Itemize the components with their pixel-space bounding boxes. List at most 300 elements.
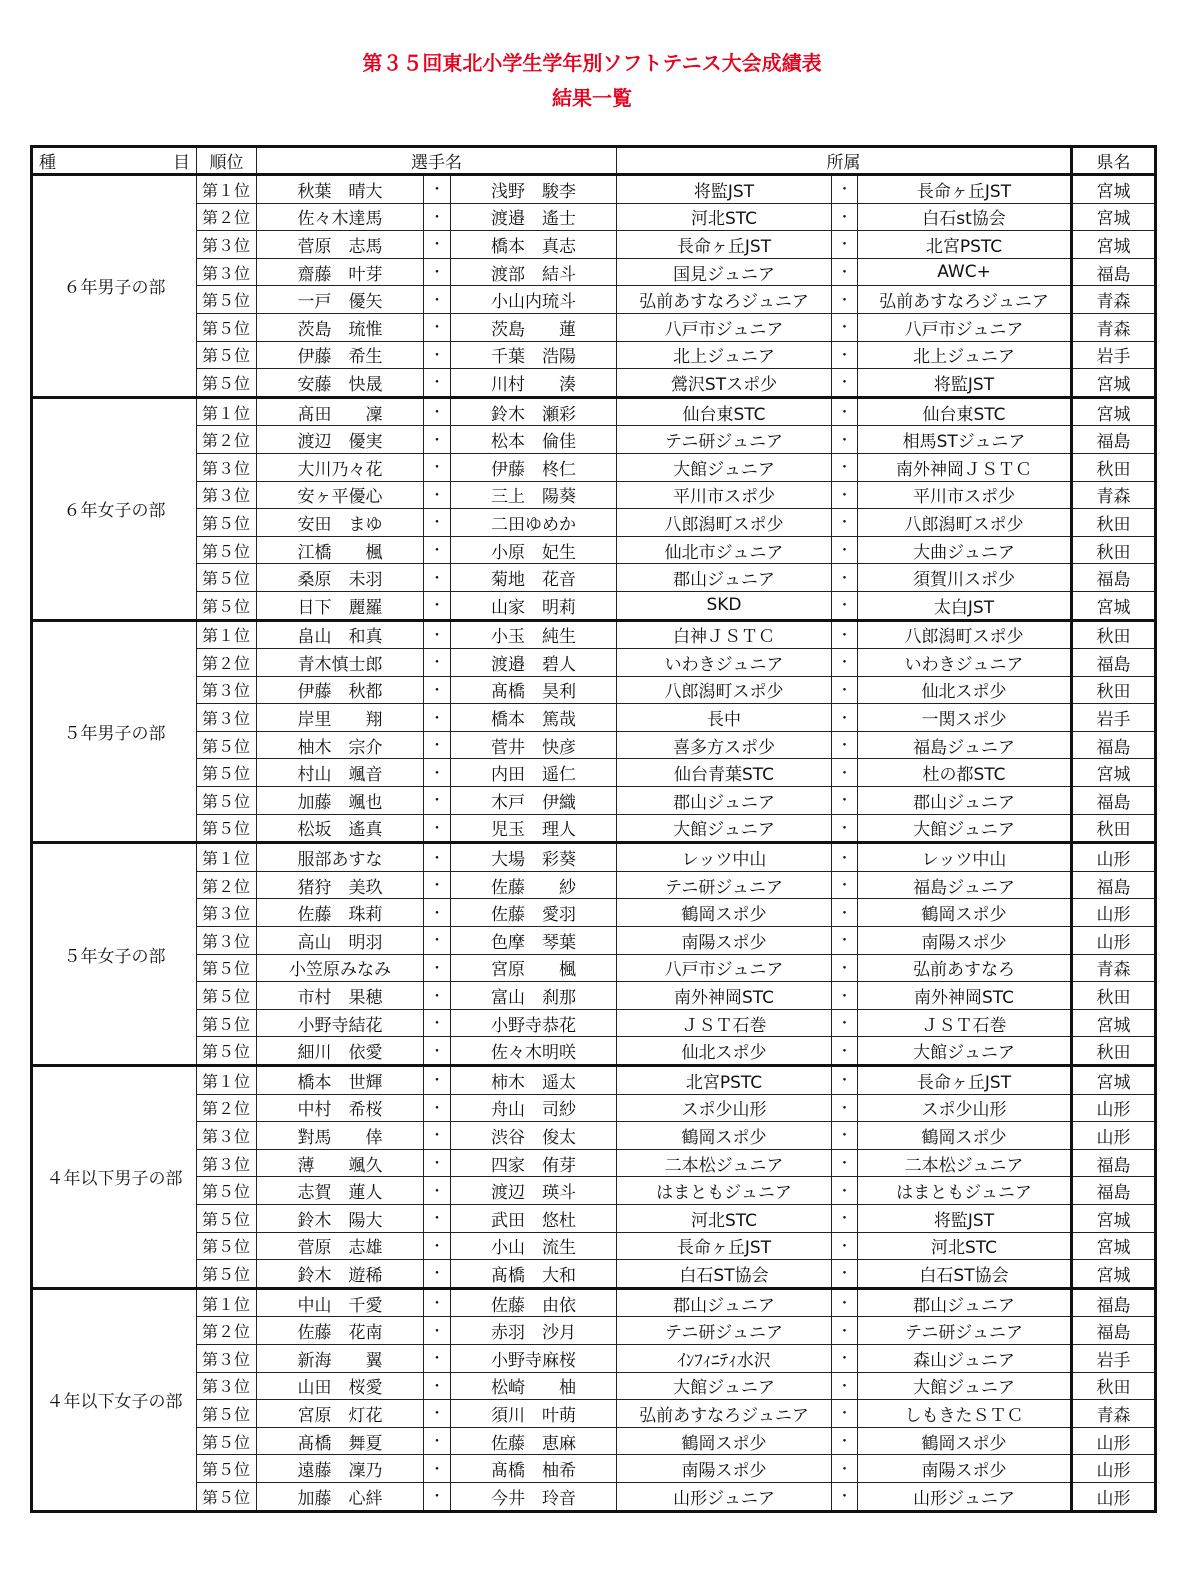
table-row: [32, 843, 1156, 872]
team-separator: ・: [832, 982, 858, 1010]
rank-cell: 第３位: [197, 231, 257, 259]
player2-cell: 川村 湊: [451, 369, 617, 398]
table-row: [32, 676, 1156, 704]
team2-cell: 河北STC: [858, 1232, 1072, 1260]
team1-cell: 八戸市ジュニア: [617, 954, 832, 982]
team-separator: ・: [832, 620, 858, 649]
team-separator: ・: [832, 814, 858, 843]
team2-cell: 郡山ジュニア: [858, 1288, 1072, 1317]
team-separator: ・: [832, 1009, 858, 1037]
team1-cell: はまともジュニア: [617, 1177, 832, 1205]
team-separator: ・: [832, 899, 858, 927]
player2-cell: 髙橋 大和: [451, 1260, 617, 1289]
team1-cell: 鶴岡スポ少: [617, 899, 832, 927]
results-table: [30, 145, 1157, 1513]
header-event-left: 種: [39, 153, 56, 173]
prefecture-cell: 宮城: [1072, 1260, 1156, 1289]
player-separator: ・: [424, 899, 451, 927]
team1-cell: 鶯沢STスポ少: [617, 369, 832, 398]
player-separator: ・: [424, 1232, 451, 1260]
team2-cell: 福島ジュニア: [858, 871, 1072, 899]
player1-cell: 菅原 志雄: [257, 1232, 424, 1260]
rank-cell: 第５位: [197, 731, 257, 759]
player1-cell: 山田 桜愛: [257, 1372, 424, 1400]
player1-cell: 松坂 遙真: [257, 814, 424, 843]
table-row: [32, 1344, 1156, 1372]
player-separator: ・: [424, 509, 451, 537]
team1-cell: 南陽スポ少: [617, 927, 832, 955]
team2-cell: 須賀川スポ少: [858, 564, 1072, 592]
rank-cell: 第３位: [197, 453, 257, 481]
player2-cell: 武田 悠杜: [451, 1204, 617, 1232]
header-rank: 順位: [197, 147, 257, 175]
rank-cell: 第５位: [197, 787, 257, 815]
player2-cell: 橋本 篤哉: [451, 704, 617, 732]
prefecture-cell: 宮城: [1072, 175, 1156, 204]
player2-cell: 木戸 伊織: [451, 787, 617, 815]
prefecture-cell: 宮城: [1072, 231, 1156, 259]
team1-cell: 南陽スポ少: [617, 1455, 832, 1483]
player1-cell: 伊藤 希生: [257, 341, 424, 369]
rank-cell: 第２位: [197, 426, 257, 454]
team2-cell: 山形ジュニア: [858, 1482, 1072, 1511]
team1-cell: 白神ＪＳＴＣ: [617, 620, 832, 649]
player1-cell: 橋本 世輝: [257, 1066, 424, 1095]
table-row: [32, 536, 1156, 564]
player-separator: ・: [424, 787, 451, 815]
table-row: [32, 1177, 1156, 1205]
team1-cell: 北宮PSTC: [617, 1066, 832, 1095]
player2-cell: 柿木 遥太: [451, 1066, 617, 1095]
team-separator: ・: [832, 954, 858, 982]
player-separator: ・: [424, 481, 451, 509]
player2-cell: 松本 倫佳: [451, 426, 617, 454]
player2-cell: 千葉 浩陽: [451, 341, 617, 369]
player2-cell: 茨島 蓮: [451, 313, 617, 341]
player2-cell: 須川 叶萌: [451, 1400, 617, 1428]
prefecture-cell: 山形: [1072, 899, 1156, 927]
player-separator: ・: [424, 1427, 451, 1455]
rank-cell: 第３位: [197, 704, 257, 732]
player-separator: ・: [424, 1122, 451, 1150]
table-row: [32, 175, 1156, 204]
team-separator: ・: [832, 1122, 858, 1150]
player-separator: ・: [424, 676, 451, 704]
player2-cell: 渡邉 遙士: [451, 203, 617, 231]
table-row: [32, 1260, 1156, 1289]
player2-cell: 伊藤 柊仁: [451, 453, 617, 481]
team2-cell: 杜の都STC: [858, 759, 1072, 787]
team2-cell: 北宮PSTC: [858, 231, 1072, 259]
team-separator: ・: [832, 369, 858, 398]
player2-cell: 佐藤 由依: [451, 1288, 617, 1317]
player2-cell: 四家 侑芽: [451, 1149, 617, 1177]
team1-cell: テニ研ジュニア: [617, 1317, 832, 1345]
team2-cell: レッツ中山: [858, 843, 1072, 872]
prefecture-cell: 福島: [1072, 564, 1156, 592]
team-separator: ・: [832, 481, 858, 509]
team1-cell: 仙台青葉STC: [617, 759, 832, 787]
team-separator: ・: [832, 787, 858, 815]
team-separator: ・: [832, 231, 858, 259]
rank-cell: 第５位: [197, 536, 257, 564]
team2-cell: 南陽スポ少: [858, 1455, 1072, 1483]
player1-cell: 髙田 凜: [257, 397, 424, 426]
team-separator: ・: [832, 591, 858, 620]
player1-cell: 中村 希桜: [257, 1094, 424, 1122]
team1-cell: 郡山ジュニア: [617, 1288, 832, 1317]
player1-cell: 齋藤 叶芽: [257, 258, 424, 286]
prefecture-cell: 宮城: [1072, 1009, 1156, 1037]
table-row: [32, 231, 1156, 259]
rank-cell: 第５位: [197, 1455, 257, 1483]
table-row: [32, 1317, 1156, 1345]
rank-cell: 第５位: [197, 509, 257, 537]
player-separator: ・: [424, 1094, 451, 1122]
player2-cell: 小野寺麻桜: [451, 1344, 617, 1372]
rank-cell: 第１位: [197, 620, 257, 649]
team1-cell: 長命ヶ丘JST: [617, 1232, 832, 1260]
player2-cell: 内田 遥仁: [451, 759, 617, 787]
header-row: [32, 147, 1156, 175]
results-body: [32, 175, 1156, 1512]
player1-cell: 菅原 志馬: [257, 231, 424, 259]
table-row: [32, 1009, 1156, 1037]
team1-cell: ｲﾝﾌｨﾆﾃｨ水沢: [617, 1344, 832, 1372]
rank-cell: 第５位: [197, 1260, 257, 1289]
team2-cell: 太白JST: [858, 591, 1072, 620]
player1-cell: 柚木 宗介: [257, 731, 424, 759]
player1-cell: 岸里 翔: [257, 704, 424, 732]
team1-cell: テニ研ジュニア: [617, 871, 832, 899]
player-separator: ・: [424, 1288, 451, 1317]
team1-cell: 郡山ジュニア: [617, 564, 832, 592]
player1-cell: 秋葉 晴大: [257, 175, 424, 204]
category-label: ４年以下女子の部: [32, 1288, 197, 1511]
team1-cell: 山形ジュニア: [617, 1482, 832, 1511]
table-row: [32, 1204, 1156, 1232]
prefecture-cell: 宮城: [1072, 203, 1156, 231]
team2-cell: 弘前あすなろジュニア: [858, 286, 1072, 314]
team2-cell: スポ少山形: [858, 1094, 1072, 1122]
table-row: [32, 1400, 1156, 1428]
team1-cell: 弘前あすなろジュニア: [617, 1400, 832, 1428]
player1-cell: 青木慎士郎: [257, 649, 424, 677]
rank-cell: 第５位: [197, 313, 257, 341]
player-separator: ・: [424, 1177, 451, 1205]
team1-cell: 鶴岡スポ少: [617, 1122, 832, 1150]
prefecture-cell: 秋田: [1072, 982, 1156, 1010]
prefecture-cell: 宮城: [1072, 397, 1156, 426]
player-separator: ・: [424, 1149, 451, 1177]
table-row: [32, 982, 1156, 1010]
prefecture-cell: 山形: [1072, 1094, 1156, 1122]
table-row: [32, 759, 1156, 787]
player-separator: ・: [424, 927, 451, 955]
player-separator: ・: [424, 453, 451, 481]
player2-cell: 児玉 理人: [451, 814, 617, 843]
table-row: [32, 1149, 1156, 1177]
prefecture-cell: 宮城: [1072, 1204, 1156, 1232]
player1-cell: 遠藤 凜乃: [257, 1455, 424, 1483]
player-separator: ・: [424, 731, 451, 759]
table-row: [32, 1066, 1156, 1095]
category-label: ６年男子の部: [32, 175, 197, 398]
team-separator: ・: [832, 258, 858, 286]
team1-cell: 長命ヶ丘JST: [617, 231, 832, 259]
rank-cell: 第５位: [197, 286, 257, 314]
team2-cell: 大館ジュニア: [858, 814, 1072, 843]
prefecture-cell: 山形: [1072, 1122, 1156, 1150]
rank-cell: 第５位: [197, 954, 257, 982]
table-row: [32, 1094, 1156, 1122]
player1-cell: 鈴木 遊稀: [257, 1260, 424, 1289]
player-separator: ・: [424, 1204, 451, 1232]
prefecture-cell: 岩手: [1072, 341, 1156, 369]
player2-cell: 大場 彩葵: [451, 843, 617, 872]
player-separator: ・: [424, 1317, 451, 1345]
team2-cell: 森山ジュニア: [858, 1344, 1072, 1372]
header-event-right: 目: [173, 153, 190, 173]
rank-cell: 第１位: [197, 1066, 257, 1095]
team-separator: ・: [832, 1482, 858, 1511]
rank-cell: 第１位: [197, 843, 257, 872]
player2-cell: 小玉 純生: [451, 620, 617, 649]
rank-cell: 第３位: [197, 899, 257, 927]
prefecture-cell: 宮城: [1072, 1232, 1156, 1260]
table-row: [32, 453, 1156, 481]
player1-cell: 加藤 颯也: [257, 787, 424, 815]
table-row: [32, 426, 1156, 454]
team1-cell: 長中: [617, 704, 832, 732]
team-separator: ・: [832, 1372, 858, 1400]
prefecture-cell: 山形: [1072, 927, 1156, 955]
team2-cell: 鶴岡スポ少: [858, 1122, 1072, 1150]
player-separator: ・: [424, 649, 451, 677]
player2-cell: 渡辺 瑛斗: [451, 1177, 617, 1205]
player-separator: ・: [424, 982, 451, 1010]
prefecture-cell: 青森: [1072, 954, 1156, 982]
player2-cell: 佐々木明咲: [451, 1037, 617, 1066]
prefecture-cell: 宮城: [1072, 759, 1156, 787]
table-row: [32, 1037, 1156, 1066]
team-separator: ・: [832, 1094, 858, 1122]
prefecture-cell: 秋田: [1072, 814, 1156, 843]
team2-cell: いわきジュニア: [858, 649, 1072, 677]
team-separator: ・: [832, 286, 858, 314]
prefecture-cell: 福島: [1072, 1149, 1156, 1177]
team-separator: ・: [832, 1260, 858, 1289]
player1-cell: 安藤 快晟: [257, 369, 424, 398]
player-separator: ・: [424, 1400, 451, 1428]
player-separator: ・: [424, 341, 451, 369]
player-separator: ・: [424, 203, 451, 231]
team2-cell: しもきたＳＴＣ: [858, 1400, 1072, 1428]
team1-cell: 二本松ジュニア: [617, 1149, 832, 1177]
prefecture-cell: 山形: [1072, 1482, 1156, 1511]
player2-cell: 菊地 花音: [451, 564, 617, 592]
team1-cell: レッツ中山: [617, 843, 832, 872]
team2-cell: 北上ジュニア: [858, 341, 1072, 369]
team-separator: ・: [832, 1344, 858, 1372]
player2-cell: 宮原 楓: [451, 954, 617, 982]
header-players: 選手名: [257, 147, 617, 175]
rank-cell: 第５位: [197, 1204, 257, 1232]
prefecture-cell: 福島: [1072, 1288, 1156, 1317]
player1-cell: 小笠原みなみ: [257, 954, 424, 982]
team1-cell: 八郎潟町スポ少: [617, 676, 832, 704]
player1-cell: 安ヶ平優心: [257, 481, 424, 509]
team2-cell: 鶴岡スポ少: [858, 899, 1072, 927]
team1-cell: ＪＳＴ石巻: [617, 1009, 832, 1037]
table-row: [32, 620, 1156, 649]
table-row: [32, 899, 1156, 927]
player1-cell: 桑原 未羽: [257, 564, 424, 592]
player2-cell: 小山内琉斗: [451, 286, 617, 314]
team1-cell: 仙台東STC: [617, 397, 832, 426]
team-separator: ・: [832, 1317, 858, 1345]
team1-cell: 南外神岡STC: [617, 982, 832, 1010]
team-separator: ・: [832, 564, 858, 592]
team2-cell: 八郎潟町スポ少: [858, 509, 1072, 537]
prefecture-cell: 秋田: [1072, 1037, 1156, 1066]
player2-cell: 浅野 駿李: [451, 175, 617, 204]
prefecture-cell: 青森: [1072, 1400, 1156, 1428]
team-separator: ・: [832, 175, 858, 204]
team2-cell: 二本松ジュニア: [858, 1149, 1072, 1177]
rank-cell: 第３位: [197, 481, 257, 509]
prefecture-cell: 青森: [1072, 481, 1156, 509]
prefecture-cell: 福島: [1072, 258, 1156, 286]
rank-cell: 第２位: [197, 871, 257, 899]
prefecture-cell: 福島: [1072, 871, 1156, 899]
player2-cell: 色摩 琴葉: [451, 927, 617, 955]
team-separator: ・: [832, 731, 858, 759]
player-separator: ・: [424, 231, 451, 259]
player1-cell: 村山 颯音: [257, 759, 424, 787]
prefecture-cell: 岩手: [1072, 1344, 1156, 1372]
team-separator: ・: [832, 203, 858, 231]
player-separator: ・: [424, 1455, 451, 1483]
table-row: [32, 509, 1156, 537]
player-separator: ・: [424, 313, 451, 341]
player1-cell: 大川乃々花: [257, 453, 424, 481]
player2-cell: 今井 玲音: [451, 1482, 617, 1511]
team-separator: ・: [832, 536, 858, 564]
prefecture-cell: 宮城: [1072, 1066, 1156, 1095]
team-separator: ・: [832, 1066, 858, 1095]
prefecture-cell: 青森: [1072, 313, 1156, 341]
team1-cell: 大館ジュニア: [617, 814, 832, 843]
team-separator: ・: [832, 453, 858, 481]
player-separator: ・: [424, 1372, 451, 1400]
rank-cell: 第５位: [197, 564, 257, 592]
team2-cell: 平川市スポ少: [858, 481, 1072, 509]
prefecture-cell: 福島: [1072, 787, 1156, 815]
rank-cell: 第５位: [197, 1232, 257, 1260]
player-separator: ・: [424, 258, 451, 286]
player1-cell: 對馬 倖: [257, 1122, 424, 1150]
rank-cell: 第５位: [197, 341, 257, 369]
player2-cell: 佐藤 紗: [451, 871, 617, 899]
player-separator: ・: [424, 1344, 451, 1372]
team-separator: ・: [832, 676, 858, 704]
prefecture-cell: 秋田: [1072, 620, 1156, 649]
team-separator: ・: [832, 509, 858, 537]
player1-cell: 日下 麗羅: [257, 591, 424, 620]
team-separator: ・: [832, 1288, 858, 1317]
table-row: [32, 481, 1156, 509]
team1-cell: SKD: [617, 591, 832, 620]
player1-cell: 茨島 琉惟: [257, 313, 424, 341]
table-row: [32, 954, 1156, 982]
team1-cell: 鶴岡スポ少: [617, 1427, 832, 1455]
player1-cell: 江橋 楓: [257, 536, 424, 564]
team2-cell: 相馬STジュニア: [858, 426, 1072, 454]
player1-cell: 佐藤 珠莉: [257, 899, 424, 927]
player1-cell: 畠山 和真: [257, 620, 424, 649]
team1-cell: 白石ST協会: [617, 1260, 832, 1289]
player2-cell: 佐藤 愛羽: [451, 899, 617, 927]
player1-cell: 鈴木 陽大: [257, 1204, 424, 1232]
player1-cell: 佐々木達馬: [257, 203, 424, 231]
rank-cell: 第５位: [197, 1009, 257, 1037]
table-row: [32, 927, 1156, 955]
team2-cell: 南外神岡ＪＳＴＣ: [858, 453, 1072, 481]
team2-cell: 福島ジュニア: [858, 731, 1072, 759]
player1-cell: 伊藤 秋都: [257, 676, 424, 704]
table-row: [32, 871, 1156, 899]
team1-cell: 郡山ジュニア: [617, 787, 832, 815]
header-team: 所属: [617, 147, 1072, 175]
team-separator: ・: [832, 704, 858, 732]
team-separator: ・: [832, 1455, 858, 1483]
player1-cell: 志賀 蓮人: [257, 1177, 424, 1205]
player1-cell: 安田 まゆ: [257, 509, 424, 537]
player2-cell: 舟山 司紗: [451, 1094, 617, 1122]
team1-cell: 仙北スポ少: [617, 1037, 832, 1066]
prefecture-cell: 青森: [1072, 286, 1156, 314]
team-separator: ・: [832, 1427, 858, 1455]
team2-cell: 八戸市ジュニア: [858, 313, 1072, 341]
table-row: [32, 258, 1156, 286]
rank-cell: 第１位: [197, 397, 257, 426]
prefecture-cell: 福島: [1072, 426, 1156, 454]
team2-cell: テニ研ジュニア: [858, 1317, 1072, 1345]
player-separator: ・: [424, 1066, 451, 1095]
player1-cell: 渡辺 優実: [257, 426, 424, 454]
player1-cell: 猪狩 美玖: [257, 871, 424, 899]
rank-cell: 第５位: [197, 1037, 257, 1066]
team-separator: ・: [832, 927, 858, 955]
document-subtitle: 結果一覧: [552, 86, 632, 110]
table-row: [32, 286, 1156, 314]
team2-cell: 大曲ジュニア: [858, 536, 1072, 564]
rank-cell: 第２位: [197, 1317, 257, 1345]
table-row: [32, 1122, 1156, 1150]
player1-cell: 小野寺結花: [257, 1009, 424, 1037]
rank-cell: 第５位: [197, 982, 257, 1010]
table-row: [32, 1288, 1156, 1317]
category-label: ６年女子の部: [32, 397, 197, 620]
prefecture-cell: 山形: [1072, 1455, 1156, 1483]
prefecture-cell: 福島: [1072, 649, 1156, 677]
team2-cell: 大館ジュニア: [858, 1037, 1072, 1066]
team2-cell: 一関スポ少: [858, 704, 1072, 732]
team2-cell: はまともジュニア: [858, 1177, 1072, 1205]
player1-cell: 市村 果穂: [257, 982, 424, 1010]
player-separator: ・: [424, 814, 451, 843]
